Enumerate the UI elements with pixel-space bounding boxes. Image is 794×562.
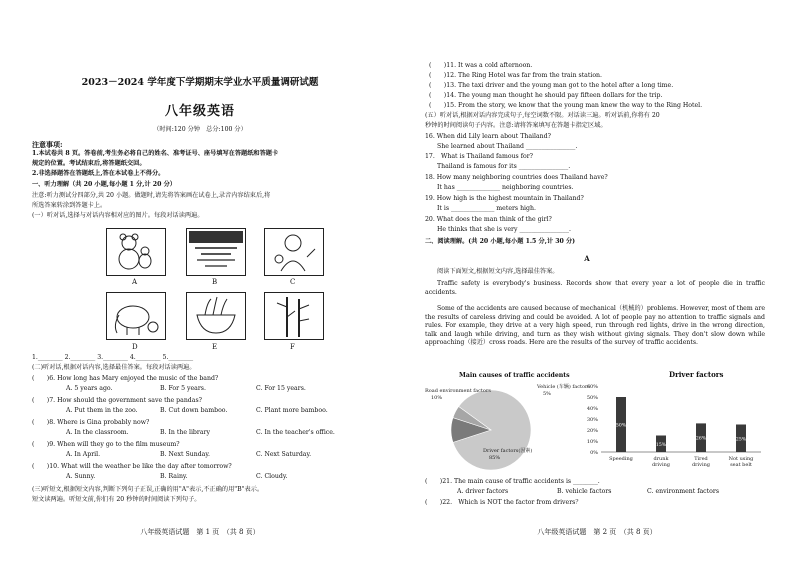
listening-question: ( )6. How long has Mary enjoyed the music of the band? — [32, 375, 219, 382]
listening-option: A. 5 years ago. — [66, 385, 113, 392]
bar-value-label: 15% — [655, 442, 667, 448]
fill-question: 20. What does the man think of the girl? — [425, 216, 552, 223]
section1-note-b: 所选答案转涂到答题卡上。 — [32, 202, 107, 209]
part4-heading: (五）听对话,根据对话内容完成句子,每空词数不限。对话读三遍。听对话前,你将有 20 — [425, 112, 660, 119]
picture-e-noodles — [186, 292, 246, 340]
section1-heading: 一、听力理解（共 20 小题,每小题 1 分,计 20 分） — [32, 181, 176, 188]
notice-heading: 注意事项: — [32, 140, 63, 149]
tf-question: ( )11. It was a cold afternoon. — [429, 62, 533, 69]
pie-label: Road environment factors — [425, 388, 491, 394]
bar-category-label: Not using — [728, 456, 754, 462]
fill-answer: It has ______________ neighboring countries. — [437, 184, 574, 191]
picture-label: E — [212, 343, 218, 351]
passage-paragraph-2: Some of the accidents are caused because of mechanical（机械的）problems. However, most of them are the results of careless driving and could be avoided. A lot of people pay no attention to traffic signals and rules. For example, they drive at a very high speed, run through red lights, drive in the wrong direction, talk and laugh while driving, and turn as they wish without giving signals. They don't slow down while approaching（接近）cross roads. Here are the results of the survey of traffic accidents. — [425, 305, 765, 347]
bar-category-label: driving — [651, 462, 671, 468]
fill-answer: He thinks that she is very ________________. — [437, 226, 571, 233]
tf-question: ( )15. From the story, we know that the young man knew the way to the Ring Hotel. — [429, 102, 703, 109]
time-score: （时间:120 分钟 总分:100 分） — [153, 126, 247, 133]
bar-category-label: Speeding — [609, 456, 633, 462]
pie-chart-title: Main causes of traffic accidents — [459, 372, 570, 379]
tf-question: ( )12. The Ring Hotel was far from the train station. — [429, 72, 603, 79]
fill-answer: It is ______________ meters high. — [437, 205, 536, 212]
listening-option: A. Put them in the zoo. — [66, 407, 138, 414]
pie-value-label: 85% — [489, 455, 501, 461]
picture-label: A — [132, 278, 138, 286]
bar-ytick-label: 50% — [586, 395, 598, 401]
bar-value-label: 50% — [615, 423, 627, 429]
fill-answer: Thailand is famous for its ________________. — [437, 163, 571, 170]
picture-c-grandpa — [264, 228, 324, 276]
question-22: ( )22. Which is NOT the factor from drivers？ — [425, 499, 582, 506]
bar-category-label: drunk — [653, 456, 669, 462]
fill-question: 17. What is Thailand famous for? — [425, 153, 533, 160]
q21-option-a: A. driver factors — [457, 488, 509, 495]
listening-option: B. For 5 years. — [160, 385, 206, 392]
answer-line-1-5: 1.________ 2.________ 3.________ 4.________ 5.________ — [32, 354, 194, 361]
section2-heading: 二、阅读理解。(共 20 小题,每小题 1.5 分,计 30 分) — [425, 238, 576, 245]
fill-answer: She learned about Thailand ________________. — [437, 143, 578, 150]
part3-heading-b: 短文读两遍。听短文前,你们有 20 秒钟的时间阅读下列句子。 — [32, 496, 201, 503]
bar-category-label: seat belt — [730, 462, 752, 468]
listening-option: B. Next Sunday. — [160, 451, 210, 458]
subject-title: 八年级英语 — [164, 104, 235, 119]
listening-option: B. Cut down bamboo. — [160, 407, 228, 414]
part2-heading: (二)听对话,根据对话内容,选择最佳答案。每段对话读两遍。 — [32, 364, 196, 371]
listening-option: C. For 15 years. — [256, 385, 306, 392]
listening-option: A. In April. — [66, 451, 101, 458]
listening-question: ( )7. How should the government save the pandas? — [32, 397, 202, 404]
picture-label: D — [132, 343, 138, 351]
listening-option: C. In the teacher's office. — [256, 429, 335, 436]
pie-value-label: 5% — [543, 391, 551, 397]
pie-label: Driver factors(因素) — [483, 448, 533, 454]
listening-option: C. Next Saturday. — [256, 451, 312, 458]
picture-a-teddy-bear — [106, 228, 166, 276]
right-page — [397, 0, 794, 562]
bar-ytick-label: 60% — [586, 384, 598, 390]
bar-category-label: Tired — [694, 456, 708, 462]
picture-b-sign — [186, 228, 246, 276]
pie-label: Vehicle (车辆) factors — [537, 384, 590, 390]
picture-label: C — [290, 278, 296, 286]
question-21: ( )21. The main cause of traffic accidents is ________. — [425, 478, 600, 485]
q21-option-c: C. environment factors — [647, 488, 719, 495]
fill-question: 16. When did Lily learn about Thailand? — [425, 133, 551, 140]
passage-label: A — [584, 254, 590, 263]
notice-2: 2.非选择题答在答题纸上,答在本试卷上不得分。 — [32, 170, 165, 177]
page-footer: 八年级英语试题 第 2 页 （共 8 页） — [537, 528, 657, 536]
bar-chart — [577, 366, 767, 476]
page-footer: 八年级英语试题 第 1 页 （共 8 页） — [140, 528, 260, 536]
picture-f-bamboo — [264, 292, 324, 340]
listening-option: A. In the classroom. — [66, 429, 129, 436]
exam-title: 2023－2024 学年度下学期期末学业水平质量调研试题 — [81, 77, 319, 88]
bar-value-label: 25% — [735, 437, 747, 443]
bar-category-label: driving — [691, 462, 711, 468]
part3-heading: (三)听短文,根据短文内容,判断下列句子正误,正确的用"A"表示,不正确的用"B"表示。 — [32, 486, 264, 493]
tf-question: ( )14. The young man thought he should pay fifteen dollars for the trip. — [429, 92, 663, 99]
bar-chart-title: Driver factors — [669, 370, 724, 379]
listening-option: B. Rainy. — [160, 473, 188, 480]
pie-svg — [423, 380, 590, 480]
listening-question: ( )10. What will the weather be like the day after tomorrow? — [32, 463, 232, 470]
passage-intro: 阅读下面短文,根据短文内容,选择最佳答案。 — [437, 268, 559, 275]
fill-question: 18. How many neighboring countries does Thailand have? — [425, 174, 608, 181]
bar-ytick-label: 0% — [590, 450, 598, 456]
listening-option: C. Plant more bamboo. — [256, 407, 328, 414]
tf-question: ( )13. The taxi driver and the young man got to the hotel after a long time. — [429, 82, 674, 89]
section1-note: 注意:听力测试分四部分,共 20 小题。做题时,请先将答案画在试卷上,录音内容结束后,将 — [32, 192, 271, 199]
listening-question: ( )9. When will they go to the film museum? — [32, 441, 180, 448]
part1-heading: (一）听对话,选择与对话内容相对应的图片。每段对话读两遍。 — [32, 212, 204, 219]
bar-ytick-label: 10% — [586, 439, 598, 445]
bar-ytick-label: 40% — [586, 406, 598, 412]
bar-svg — [577, 366, 767, 476]
listening-question: ( )8. Where is Gina probably now? — [32, 419, 150, 426]
listening-option: C. Cloudy. — [256, 473, 288, 480]
bar-value-label: 26% — [695, 436, 707, 442]
notice-1b: 规定的位置。考试结束后,将答题纸交回。 — [32, 160, 146, 167]
bar-ytick-label: 30% — [586, 417, 598, 423]
passage-paragraph-1: Traffic safety is everybody's business. Records show that every year a lot of people die in traffic accidents. — [425, 280, 765, 296]
bar-ytick-label: 20% — [586, 428, 598, 434]
q21-option-b: B. vehicle factors — [557, 488, 612, 495]
picture-label: B — [212, 278, 218, 286]
notice-1: 1.本试卷共 8 页。答卷前,考生务必将自己的姓名、准考证号、座号填写在答题纸和答题卡 — [32, 150, 279, 157]
fill-question: 19. How high is the highest mountain in Thailand? — [425, 195, 584, 202]
pie-chart — [423, 372, 590, 472]
picture-label: F — [290, 343, 295, 351]
listening-option: B. In the library — [160, 429, 210, 436]
pie-value-label: 10% — [431, 395, 443, 401]
listening-option: A. Sunny. — [66, 473, 96, 480]
picture-d-elephant — [106, 292, 166, 340]
part4-heading-b: 秒钟的时间阅读句子内容。注意:请将答案填写在答题卡指定区域。 — [425, 122, 607, 129]
